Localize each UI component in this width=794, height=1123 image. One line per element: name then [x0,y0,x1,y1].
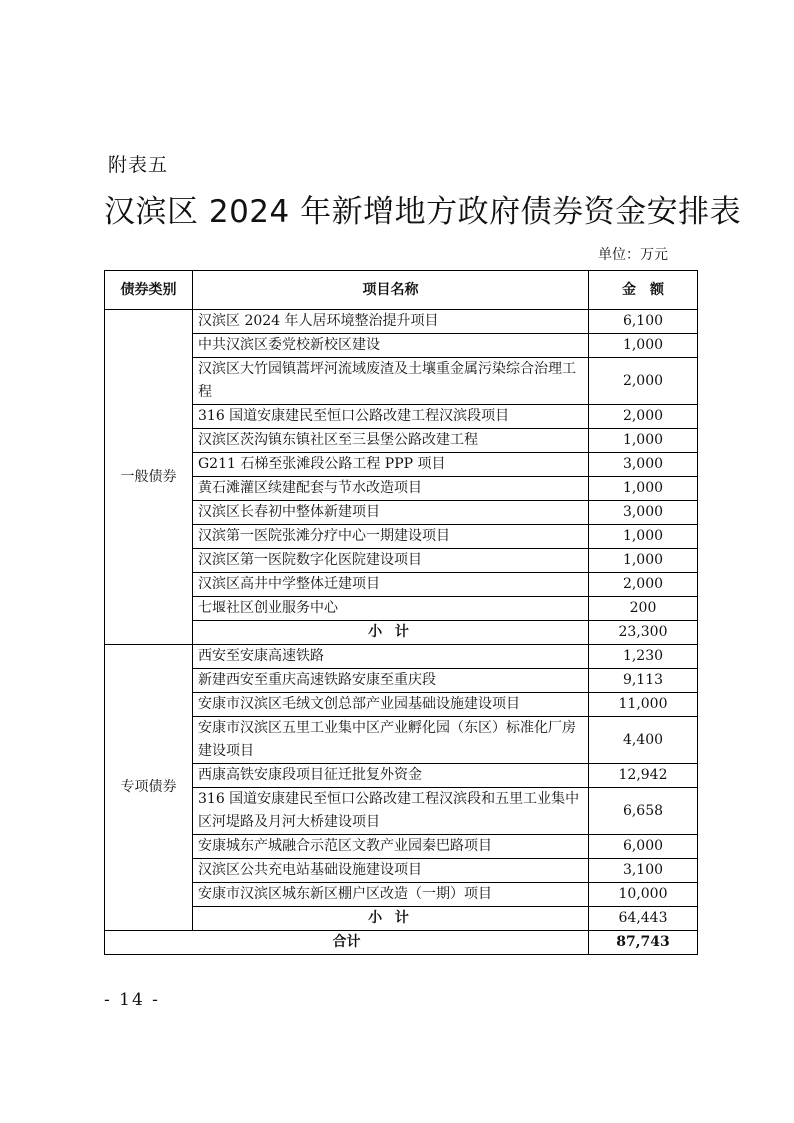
table-row [105,717,698,764]
subtotal-row [105,621,698,645]
table-body [105,310,698,955]
table-row [105,310,698,334]
project-amount: 6,100 [589,310,698,334]
header-project: 项目名称 [193,271,589,310]
project-amount: 3,000 [589,453,698,477]
table-row [105,573,698,597]
project-amount: 3,000 [589,501,698,525]
project-amount: 2,000 [589,573,698,597]
table-row [105,501,698,525]
project-name: 安康市汉滨区毛绒文创总部产业园基础设施建设项目 [193,693,589,717]
table-row [105,429,698,453]
project-name: 西安至安康高速铁路 [193,645,589,669]
table-row [105,835,698,859]
project-name: 汉滨区第一医院数字化医院建设项目 [193,549,589,573]
page-title: 汉滨区 2024 年新增地方政府债券资金安排表 [104,194,742,230]
project-amount: 1,000 [589,477,698,501]
table-row [105,334,698,358]
bond-category-special: 专项债券 [105,645,193,931]
project-name: 新建西安至重庆高速铁路安康至重庆段 [193,669,589,693]
project-amount: 4,400 [589,717,698,764]
project-amount: 1,000 [589,525,698,549]
table-row [105,788,698,835]
project-name: 汉滨区 2024 年人居环境整治提升项目 [193,310,589,334]
project-amount: 6,658 [589,788,698,835]
project-name: 安康城东产城融合示范区文教产业园秦巴路项目 [193,835,589,859]
project-amount: 6,000 [589,835,698,859]
project-name: 汉滨区公共充电站基础设施建设项目 [193,859,589,883]
subtotal-label: 小 计 [193,907,589,931]
table-row [105,453,698,477]
annex-label: 附表五 [108,154,169,176]
project-name: 汉滨区高井中学整体迁建项目 [193,573,589,597]
table-row [105,477,698,501]
total-amount: 87,743 [589,931,698,955]
project-amount: 12,942 [589,764,698,788]
table-row [105,525,698,549]
table-row [105,597,698,621]
header-amount: 金 额 [589,271,698,310]
project-name: 316 国道安康建民至恒口公路改建工程汉滨段项目 [193,405,589,429]
total-label: 合计 [105,931,589,955]
table-row [105,405,698,429]
subtotal-label: 小 计 [193,621,589,645]
subtotal-amount: 64,443 [589,907,698,931]
project-amount: 2,000 [589,358,698,405]
table-row [105,859,698,883]
project-amount: 2,000 [589,405,698,429]
project-name: 汉滨区长春初中整体新建项目 [193,501,589,525]
bond-allocation-table [104,270,698,955]
project-name: 安康市汉滨区城东新区棚户区改造（一期）项目 [193,883,589,907]
project-amount: 11,000 [589,693,698,717]
table-row [105,358,698,405]
project-name: 汉滨第一医院张滩分疗中心一期建设项目 [193,525,589,549]
table-row [105,883,698,907]
project-amount: 1,000 [589,429,698,453]
bond-category-general: 一般债券 [105,310,193,645]
subtotal-amount: 23,300 [589,621,698,645]
table-header-row [105,271,698,310]
project-amount: 1,000 [589,334,698,358]
project-name: 316 国道安康建民至恒口公路改建工程汉滨段和五里工业集中区河堤路及月河大桥建设项目 [193,788,589,835]
project-name: 汉滨区大竹园镇蒿坪河流域废渣及土壤重金属污染综合治理工程 [193,358,589,405]
project-amount: 200 [589,597,698,621]
project-name: 七堰社区创业服务中心 [193,597,589,621]
project-name: 安康市汉滨区五里工业集中区产业孵化园（东区）标准化厂房建设项目 [193,717,589,764]
project-name: 西康高铁安康段项目征迁批复外资金 [193,764,589,788]
table-row [105,693,698,717]
page-number: - 14 - [104,990,160,1010]
table-row [105,764,698,788]
project-amount: 9,113 [589,669,698,693]
project-amount: 3,100 [589,859,698,883]
table-row [105,645,698,669]
project-amount: 10,000 [589,883,698,907]
project-amount: 1,230 [589,645,698,669]
table-row [105,669,698,693]
project-name: 中共汉滨区委党校新校区建设 [193,334,589,358]
unit-label: 单位：万元 [598,247,668,263]
project-amount: 1,000 [589,549,698,573]
header-category: 债券类别 [105,271,193,310]
project-name: G211 石梯至张滩段公路工程 PPP 项目 [193,453,589,477]
project-name: 黄石滩灌区续建配套与节水改造项目 [193,477,589,501]
subtotal-row [105,907,698,931]
project-name: 汉滨区茨沟镇东镇社区至三县堡公路改建工程 [193,429,589,453]
total-row [105,931,698,955]
table-row [105,549,698,573]
